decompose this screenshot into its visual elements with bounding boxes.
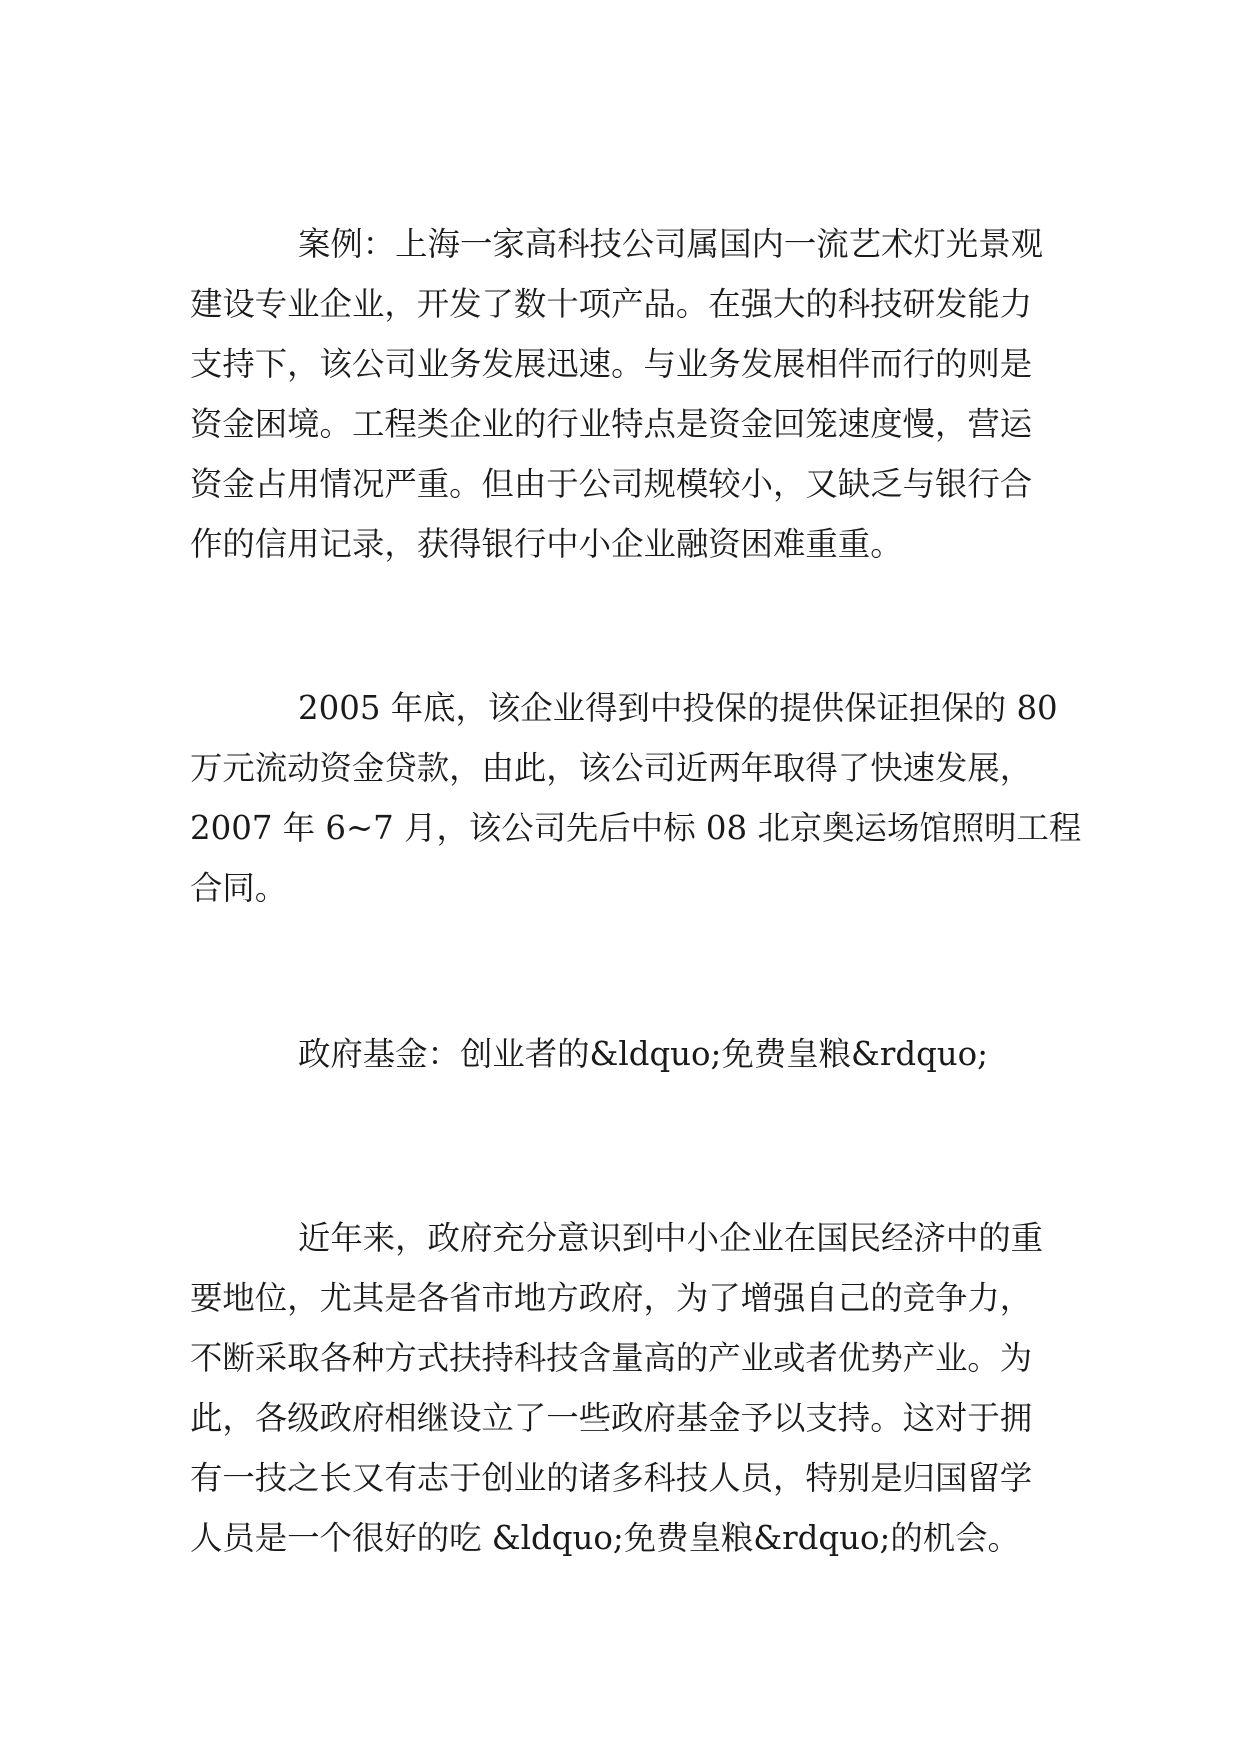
- text-line: 近年来，政府充分意识到中小企业在国民经济中的重: [298, 1219, 1043, 1257]
- text-line: 2007 年 6~7 月，该公司先后中标 08 北京奥运场馆照明工程: [190, 809, 1082, 847]
- loan-paragraph: [190, 678, 1082, 918]
- text-line: 合同。: [190, 869, 288, 907]
- text-line: 要地位，尤其是各省市地方政府，为了增强自己的竞争力，: [190, 1279, 1033, 1317]
- government-fund-paragraph: [190, 1208, 1052, 1568]
- text-line: 支持下，该公司业务发展迅速。与业务发展相伴而行的则是: [190, 345, 1033, 383]
- text-line: 不断采取各种方式扶持科技含量高的产业或者优势产业。为: [190, 1339, 1033, 1377]
- text-line: 资金困境。工程类企业的行业特点是资金回笼速度慢，营运: [190, 405, 1033, 443]
- text-line: 此，各级政府相继设立了一些政府基金予以支持。这对于拥: [190, 1399, 1033, 1437]
- text-line: 万元流动资金贷款，由此，该公司近两年取得了快速发展，: [190, 749, 1033, 787]
- text-line: 建设专业企业，开发了数十项产品。在强大的科技研发能力: [190, 285, 1033, 323]
- text-line: 2005 年底，该企业得到中投保的提供保证担保的 80: [298, 689, 1058, 727]
- text-line: 有一技之长又有志于创业的诸多科技人员，特别是归国留学: [190, 1459, 1033, 1497]
- section-heading: [190, 1024, 1052, 1084]
- text-line: 资金占用情况严重。但由于公司规模较小，又缺乏与银行合: [190, 465, 1033, 503]
- text-line: 案例：上海一家高科技公司属国内一流艺术灯光景观: [298, 225, 1043, 263]
- text-line: 作的信用记录，获得银行中小企业融资困难重重。: [190, 525, 903, 563]
- text-line: 政府基金：创业者的&ldquo;免费皇粮&rdquo;: [298, 1035, 989, 1073]
- case-paragraph: [190, 214, 1052, 574]
- text-line: 人员是一个很好的吃 &ldquo;免费皇粮&rdquo;的机会。: [190, 1519, 1020, 1557]
